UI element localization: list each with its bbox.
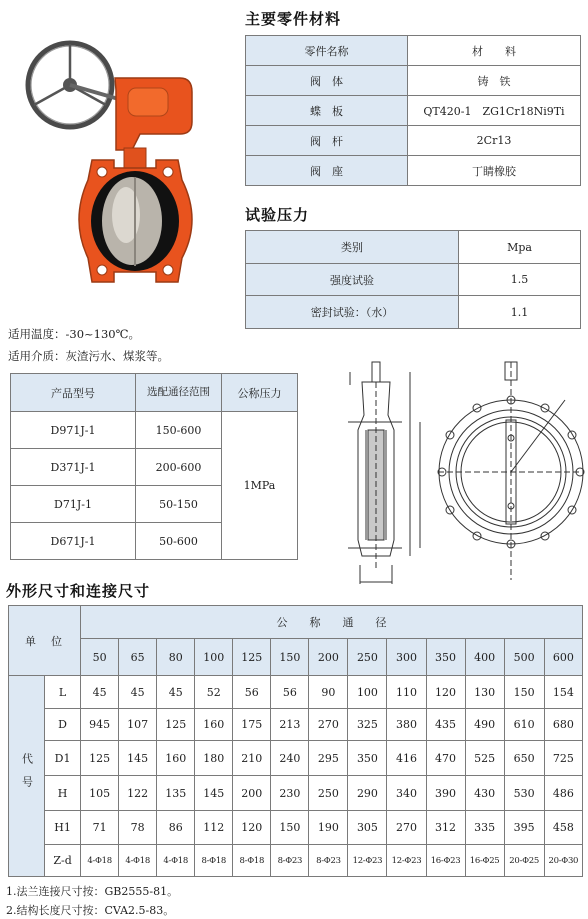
model-range: 50-600 (136, 523, 222, 560)
dimension-value: 486 (544, 776, 582, 811)
dimension-value: 16-Φ25 (465, 845, 504, 877)
dimension-value: 120 (426, 676, 465, 709)
dimension-code: H1 (45, 811, 81, 845)
materials-row-material: QT420-1 ZG1Cr18Ni9Ti (408, 96, 581, 126)
dimension-code: D1 (45, 741, 81, 776)
dimension-value: 8-Φ23 (309, 845, 348, 877)
diameter-header: 65 (119, 639, 157, 676)
dimension-value: 56 (271, 676, 309, 709)
dimension-value: 12-Φ23 (348, 845, 387, 877)
dimension-value: 230 (271, 776, 309, 811)
dimension-value: 145 (195, 776, 233, 811)
dimension-value: 107 (119, 709, 157, 741)
model-name: D71J-1 (11, 486, 136, 523)
model-pressure: 1MPa (222, 412, 298, 560)
footnote-length: 2.结构长度尺寸按：CVA2.5-83。 (6, 904, 175, 917)
dimension-code: Z-d (45, 845, 81, 877)
diameter-header: 200 (309, 639, 348, 676)
models-header-model: 产品型号 (11, 374, 136, 412)
dimension-value: 213 (271, 709, 309, 741)
dimension-value: 650 (504, 741, 544, 776)
pressure-header-unit: Mpa (459, 231, 581, 264)
dimension-value: 180 (195, 741, 233, 776)
dimension-value: 680 (544, 709, 582, 741)
dimensions-table (8, 605, 583, 877)
dimension-value: 325 (348, 709, 387, 741)
side-view (348, 362, 420, 584)
materials-row-part: 阀 体 (246, 66, 408, 96)
model-name: D971J-1 (11, 412, 136, 449)
dimension-value: 350 (348, 741, 387, 776)
dimension-value: 20-Φ25 (504, 845, 544, 877)
dimension-value: 210 (233, 741, 271, 776)
materials-title: 主要零件材料 (245, 10, 342, 28)
dimension-value: 160 (195, 709, 233, 741)
dimension-value: 8-Φ18 (233, 845, 271, 877)
dimension-code: L (45, 676, 81, 709)
dimension-value: 110 (387, 676, 426, 709)
dimension-value: 145 (119, 741, 157, 776)
dimension-value: 125 (157, 709, 195, 741)
dimension-value: 86 (157, 811, 195, 845)
dimension-value: 130 (465, 676, 504, 709)
diameter-header: 125 (233, 639, 271, 676)
diameter-header: 400 (465, 639, 504, 676)
dimension-row (9, 811, 583, 845)
dimension-value: 312 (426, 811, 465, 845)
materials-row-part: 阀 座 (246, 156, 408, 186)
model-name: D671J-1 (11, 523, 136, 560)
unit-label: 单 位 (9, 606, 81, 676)
dimension-value: 90 (309, 676, 348, 709)
dimension-value: 56 (233, 676, 271, 709)
dimension-value: 525 (465, 741, 504, 776)
materials-row-part: 阀 杆 (246, 126, 408, 156)
dimension-value: 240 (271, 741, 309, 776)
dimension-value: 435 (426, 709, 465, 741)
pressure-row-label: 强度试验 (246, 264, 459, 296)
diameter-header: 600 (544, 639, 582, 676)
dimension-value: 335 (465, 811, 504, 845)
dimension-value: 154 (544, 676, 582, 709)
dimension-value: 380 (387, 709, 426, 741)
model-range: 50-150 (136, 486, 222, 523)
dimension-value: 45 (157, 676, 195, 709)
pressure-row-label: 密封试验：（水） (246, 296, 459, 329)
diameter-header: 50 (81, 639, 119, 676)
dimension-row (9, 709, 583, 741)
diameter-header: 300 (387, 639, 426, 676)
dimension-value: 290 (348, 776, 387, 811)
dimension-value: 45 (119, 676, 157, 709)
dimension-value: 100 (348, 676, 387, 709)
technical-drawing (340, 360, 585, 585)
model-range: 150-600 (136, 412, 222, 449)
dimension-value: 295 (309, 741, 348, 776)
diameter-header: 150 (271, 639, 309, 676)
dimension-code: H (45, 776, 81, 811)
front-view (438, 362, 584, 580)
materials-row-material: 丁睛橡胶 (408, 156, 581, 186)
pressure-header-category: 类别 (246, 231, 459, 264)
materials-row-part: 蝶 板 (246, 96, 408, 126)
pressure-table (245, 230, 581, 329)
dimension-value: 120 (233, 811, 271, 845)
dimension-value: 490 (465, 709, 504, 741)
diameter-header: 250 (348, 639, 387, 676)
temperature-note: 适用温度：-30~130℃。 (8, 327, 140, 341)
dimension-value: 175 (233, 709, 271, 741)
dimension-value: 4-Φ18 (157, 845, 195, 877)
dimension-value: 105 (81, 776, 119, 811)
dimension-value: 122 (119, 776, 157, 811)
dimension-value: 390 (426, 776, 465, 811)
dimension-value: 250 (309, 776, 348, 811)
dimension-value: 200 (233, 776, 271, 811)
dimension-value: 12-Φ23 (387, 845, 426, 877)
dimension-value: 8-Φ18 (195, 845, 233, 877)
models-table (10, 373, 298, 560)
pressure-row-value: 1.5 (459, 264, 581, 296)
pressure-title: 试验压力 (245, 206, 310, 224)
diameter-header: 350 (426, 639, 465, 676)
dimension-value: 458 (544, 811, 582, 845)
dimension-value: 340 (387, 776, 426, 811)
dimension-value: 150 (271, 811, 309, 845)
medium-note: 适用介质：灰渣污水、煤浆等。 (8, 349, 169, 363)
dimension-value: 16-Φ23 (426, 845, 465, 877)
dimension-value: 270 (387, 811, 426, 845)
models-header-pressure: 公称压力 (222, 374, 298, 412)
dimension-value: 160 (157, 741, 195, 776)
dimension-value: 135 (157, 776, 195, 811)
dimension-value: 470 (426, 741, 465, 776)
diameter-header: 80 (157, 639, 195, 676)
dimension-value: 725 (544, 741, 582, 776)
code-label: 代号 (9, 676, 45, 877)
dimension-value: 8-Φ23 (271, 845, 309, 877)
dimension-code: D (45, 709, 81, 741)
dimensions-body (9, 676, 583, 877)
dimension-value: 395 (504, 811, 544, 845)
diameter-header: 500 (504, 639, 544, 676)
dimension-row (9, 845, 583, 877)
valve-photo (20, 30, 235, 310)
materials-header-material: 材 料 (408, 36, 581, 66)
dimension-value: 945 (81, 709, 119, 741)
dimension-value: 78 (119, 811, 157, 845)
dimension-row (9, 676, 583, 709)
dimension-value: 112 (195, 811, 233, 845)
dimension-value: 530 (504, 776, 544, 811)
materials-header-part: 零件名称 (246, 36, 408, 66)
model-name: D371J-1 (11, 449, 136, 486)
dimensions-title: 外形尺寸和连接尺寸 (6, 582, 151, 600)
materials-table (245, 35, 581, 186)
dimension-value: 125 (81, 741, 119, 776)
models-header-range: 选配通径范围 (136, 374, 222, 412)
dimension-value: 4-Φ18 (81, 845, 119, 877)
dimension-value: 610 (504, 709, 544, 741)
dimension-value: 416 (387, 741, 426, 776)
materials-row-material: 2Cr13 (408, 126, 581, 156)
materials-row-material: 铸 铁 (408, 66, 581, 96)
dimension-value: 270 (309, 709, 348, 741)
dimension-value: 71 (81, 811, 119, 845)
nominal-label: 公 称 通 径 (81, 606, 583, 639)
dimension-value: 150 (504, 676, 544, 709)
dimension-value: 45 (81, 676, 119, 709)
dimension-value: 305 (348, 811, 387, 845)
model-range: 200-600 (136, 449, 222, 486)
diameter-header: 100 (195, 639, 233, 676)
dimension-value: 430 (465, 776, 504, 811)
dimension-value: 20-Φ30 (544, 845, 582, 877)
dimension-row (9, 776, 583, 811)
dimension-row (9, 741, 583, 776)
dimension-value: 4-Φ18 (119, 845, 157, 877)
dimension-value: 52 (195, 676, 233, 709)
pressure-row-value: 1.1 (459, 296, 581, 329)
dimension-value: 190 (309, 811, 348, 845)
footnote-flange: 1.法兰连接尺寸按：GB2555-81。 (6, 885, 179, 898)
